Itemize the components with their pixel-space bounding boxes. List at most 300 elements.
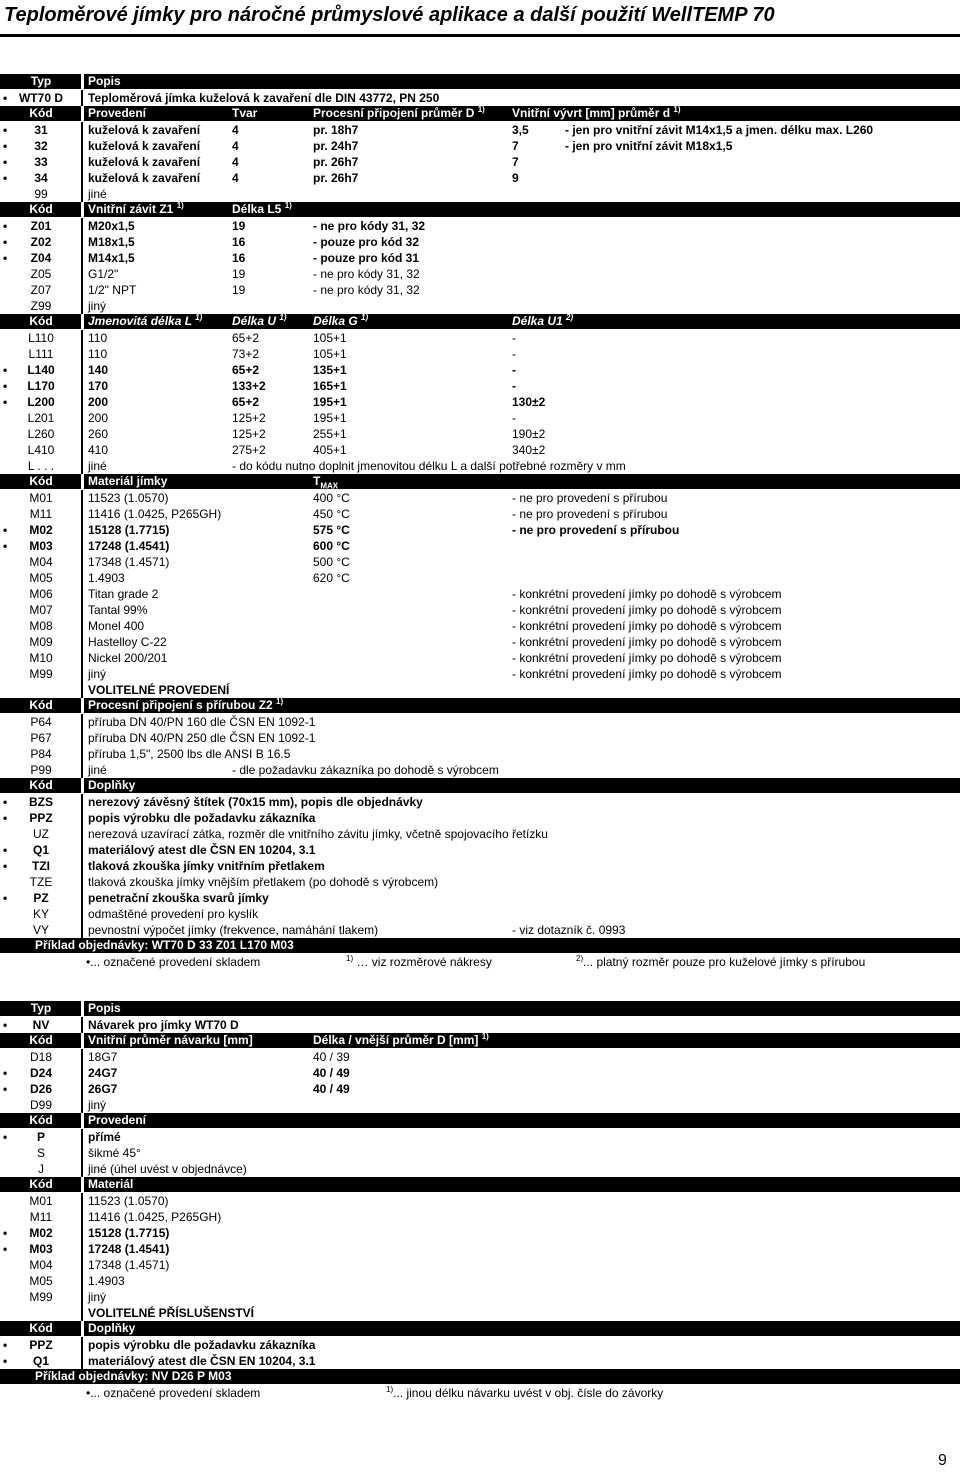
- header-popis: Popis: [88, 74, 121, 88]
- header-vyvrt: Vnitřní vývrt [mm] průměr d $^{1)}$: [512, 105, 681, 120]
- header-zavit: Vnitřní závit Z1 $^{1)}$: [88, 201, 184, 216]
- value-cell-c: - ne pro kódy 31, 32: [313, 267, 420, 281]
- value-cell-a: 110: [88, 347, 108, 361]
- table-row: [0, 282, 960, 298]
- stock-bullet-icon: •: [3, 859, 8, 873]
- code-cell: L200: [27, 395, 55, 409]
- column-divider: [81, 762, 83, 778]
- value-cell-a: 1.4903: [88, 1274, 125, 1288]
- column-divider: [81, 170, 83, 186]
- table-row: [0, 1193, 960, 1209]
- table-row: [0, 922, 960, 938]
- code-cell: L140: [27, 363, 55, 377]
- value-cell-b: 16: [232, 251, 246, 265]
- footnote-stock: •... označené provedení skladem: [86, 1386, 261, 1400]
- value-cell-a: 11523 (1.0570): [88, 1194, 169, 1208]
- stock-bullet-icon: •: [3, 1018, 8, 1032]
- column-divider: [81, 362, 83, 378]
- code-cell: D26: [29, 1082, 52, 1096]
- stock-bullet-icon: •: [3, 811, 8, 825]
- value-cell-a: 170: [88, 379, 109, 393]
- stock-bullet-icon: •: [3, 395, 8, 409]
- stock-bullet-icon: •: [3, 1242, 8, 1256]
- table-row: [0, 538, 960, 554]
- code-cell: TZE: [29, 875, 53, 889]
- column-divider: [81, 538, 83, 554]
- table-row: [0, 154, 960, 170]
- value-cell-a: 17348 (1.4571): [88, 1258, 170, 1272]
- value-cell-b: 450 °C: [313, 507, 350, 521]
- table-row: [0, 810, 960, 826]
- table-row: [0, 858, 960, 874]
- optional-heading: VOLITELNÉ PROVEDENÍ: [88, 683, 230, 697]
- value-cell-d: 3,5: [512, 123, 529, 137]
- order-example-row: [0, 1369, 960, 1384]
- column-divider: [81, 202, 84, 217]
- value-cell-d: -: [512, 411, 516, 425]
- code-cell: M09: [29, 635, 53, 649]
- code-cell: M11: [29, 507, 53, 521]
- value-cell-b: 575 °C: [313, 523, 350, 537]
- stock-bullet-icon: •: [3, 1082, 8, 1096]
- type-code: WT70 D: [18, 91, 63, 105]
- column-divider: [81, 906, 83, 922]
- value-cell-c: 405+1: [313, 443, 347, 457]
- code-cell: M05: [29, 571, 53, 585]
- code-cell: M03: [29, 539, 53, 553]
- header-kod: Kód: [29, 106, 53, 120]
- table-row: [0, 1337, 960, 1353]
- table-row: [0, 890, 960, 906]
- code-cell: M07: [29, 603, 53, 617]
- code-cell: Z05: [30, 267, 52, 281]
- value-cell-a: kuželová k zavaření: [88, 139, 201, 153]
- value-cell-a: jiné: [88, 763, 107, 777]
- column-divider: [81, 682, 83, 698]
- type-description: Teploměrová jímka kuželová k zavaření dle DIN 43772, PN 250: [88, 91, 440, 105]
- column-divider: [81, 506, 83, 522]
- table-row: [0, 218, 960, 234]
- column-divider: [81, 490, 83, 506]
- material-rows: [0, 490, 960, 682]
- column-divider: [81, 1129, 83, 1145]
- column-divider: [81, 1321, 84, 1336]
- table-row: [0, 618, 960, 634]
- value-cell-b: 500 °C: [313, 555, 350, 569]
- value-cell-b: 65+2: [232, 395, 260, 409]
- column-divider: [81, 810, 83, 826]
- nv-doplnky-rows: [0, 1337, 960, 1369]
- table-row: [0, 634, 960, 650]
- value-cell-b: 19: [232, 283, 246, 297]
- value-cell-a: šikmé 45°: [88, 1146, 141, 1160]
- column-divider: [81, 1161, 83, 1177]
- column-divider: [81, 474, 84, 489]
- column-divider: [81, 410, 83, 426]
- column-divider: [81, 618, 83, 634]
- column-divider: [81, 250, 83, 266]
- header-priruba: Procesní připojení s přírubou Z2 $^{1)}$: [88, 697, 284, 712]
- column-divider: [81, 346, 83, 362]
- table-row: [0, 762, 960, 778]
- column-divider: [81, 1001, 84, 1016]
- column-divider: [81, 778, 84, 793]
- table-row: [0, 298, 960, 314]
- table-row: [0, 906, 960, 922]
- header-kod: Kód: [29, 1177, 53, 1191]
- column-divider: [81, 186, 83, 202]
- value-cell-a: materiálový atest dle ČSN EN 10204, 3.1: [88, 843, 316, 857]
- value-cell-c: - viz dotazník č. 0993: [512, 923, 626, 937]
- stock-bullet-icon: •: [3, 91, 8, 105]
- table-row: [0, 1161, 960, 1177]
- column-divider: [81, 1289, 83, 1305]
- value-cell-a: 11416 (1.0425, P265GH): [88, 1210, 222, 1224]
- header-doplnky: Doplňky: [88, 778, 136, 792]
- code-cell: M99: [29, 1290, 53, 1304]
- code-cell: M02: [29, 523, 53, 537]
- value-cell-d: 340±2: [512, 443, 546, 457]
- value-cell-b: 400 °C: [313, 491, 350, 505]
- nv-provedeni-rows: [0, 1129, 960, 1177]
- column-divider: [81, 634, 83, 650]
- value-cell-c: - pouze pro kód 31: [313, 251, 420, 265]
- value-cell-a: penetrační zkouška svarů jímky: [88, 891, 269, 905]
- code-cell: Q1: [32, 1354, 49, 1368]
- page-title: Teploměrové jímky pro náročné průmyslové aplikace a další použití WellTEMP 70: [4, 4, 775, 26]
- header-kod: Kód: [29, 778, 53, 792]
- nv-material-rows: [0, 1193, 960, 1305]
- column-divider: [81, 1113, 84, 1128]
- code-cell: M02: [29, 1226, 53, 1240]
- table-row: [0, 1241, 960, 1257]
- table-row: [0, 458, 960, 474]
- table-row: [0, 426, 960, 442]
- value-cell-a: 15128 (1.7715): [88, 1226, 170, 1240]
- column-divider: [81, 746, 83, 762]
- table-header-row: [0, 74, 960, 89]
- stock-bullet-icon: •: [3, 1226, 8, 1240]
- header-delka-prumer: Délka / vnější průměr D [mm] $^{1)}$: [313, 1032, 489, 1047]
- table-header-row: [0, 778, 960, 793]
- table-row: [0, 1273, 960, 1289]
- code-cell: L201: [27, 411, 55, 425]
- column-divider: [81, 1241, 83, 1257]
- value-cell-d: -: [512, 379, 516, 393]
- column-divider: [81, 426, 83, 442]
- value-cell-a: G1/2": [88, 267, 119, 281]
- column-divider: [81, 826, 83, 842]
- stock-bullet-icon: •: [3, 843, 8, 857]
- optional-heading-row: [0, 1305, 960, 1321]
- table-row: [0, 234, 960, 250]
- code-cell: M01: [29, 491, 53, 505]
- code-cell: PZ: [33, 891, 49, 905]
- value-cell-b: 4: [232, 171, 239, 185]
- table-row: [0, 1289, 960, 1305]
- header-tmax: $T_{MAX}$: [313, 474, 339, 491]
- code-cell: L410: [27, 443, 55, 457]
- value-cell-a: 18G7: [88, 1050, 118, 1064]
- value-cell-a: tlaková zkouška jímky vnitřním přetlakem: [88, 859, 325, 873]
- table-row: [0, 1225, 960, 1241]
- column-divider: [81, 698, 84, 713]
- type-row: [0, 90, 960, 106]
- stock-bullet-icon: •: [3, 523, 8, 537]
- column-divider: [81, 1081, 83, 1097]
- stock-bullet-icon: •: [3, 251, 8, 265]
- code-cell: TZI: [32, 859, 50, 873]
- value-cell-c: - ne pro kódy 31, 32: [313, 283, 420, 297]
- code-cell: L170: [27, 379, 55, 393]
- column-divider: [81, 1145, 83, 1161]
- header-provedeni: Provedení: [88, 106, 147, 120]
- code-cell: L . . .: [27, 459, 55, 473]
- code-cell: 32: [34, 139, 48, 153]
- value-cell-a: 26G7: [88, 1082, 118, 1096]
- value-cell-d: -: [512, 363, 516, 377]
- stock-bullet-icon: •: [3, 155, 8, 169]
- header-typ: Typ: [30, 1001, 52, 1015]
- value-cell-a: popis výrobku dle požadavku zákazníka: [88, 811, 316, 825]
- footnote-1: $^{1)}$ … viz rozměrové nákresy: [346, 954, 492, 969]
- code-cell: P67: [30, 731, 52, 745]
- table-header-row: [0, 1033, 960, 1048]
- value-cell-a: tlaková zkouška jímky vnějším přetlakem (po dohodě s výrobcem): [88, 875, 439, 889]
- value-cell-a: 17248 (1.4541): [88, 1242, 170, 1256]
- code-cell: M99: [29, 667, 53, 681]
- value-cell-a: příruba DN 40/PN 250 dle ČSN EN 1092-1: [88, 731, 316, 745]
- table-row: [0, 330, 960, 346]
- column-divider: [81, 138, 83, 154]
- table-header-row: [0, 202, 960, 217]
- header-provedeni: Provedení: [88, 1113, 147, 1127]
- column-divider: [81, 298, 83, 314]
- column-divider: [81, 554, 83, 570]
- value-cell-a: 200: [88, 411, 109, 425]
- table-row: [0, 842, 960, 858]
- table-row: [0, 362, 960, 378]
- type-code: NV: [32, 1018, 50, 1032]
- stock-bullet-icon: •: [3, 795, 8, 809]
- column-divider: [81, 266, 83, 282]
- table-row: [0, 1065, 960, 1081]
- column-divider: [81, 234, 83, 250]
- stock-bullet-icon: •: [3, 1066, 8, 1080]
- column-divider: [81, 858, 83, 874]
- table-row: [0, 714, 960, 730]
- value-cell-c: 135+1: [313, 363, 347, 377]
- value-cell-a: kuželová k zavaření: [88, 123, 201, 137]
- footnotes-row: [0, 954, 960, 971]
- order-example: Příklad objednávky: NV D26 P M03: [35, 1369, 232, 1383]
- page-number: 9: [938, 1452, 947, 1469]
- column-divider: [81, 1049, 83, 1065]
- value-cell-c: - ne pro provedení s přírubou: [512, 491, 668, 505]
- value-cell-a: Titan grade 2: [88, 587, 159, 601]
- column-divider: [81, 890, 83, 906]
- value-cell-c: pr. 18h7: [313, 123, 359, 137]
- value-cell-c: - konkrétní provedení jímky po dohodě s výrobcem: [512, 667, 782, 681]
- delky-rows: [0, 330, 960, 458]
- table-header-row: [0, 698, 960, 713]
- header-tvar: Tvar: [232, 106, 258, 120]
- column-divider: [81, 106, 84, 121]
- value-cell-c: - konkrétní provedení jímky po dohodě s výrobcem: [512, 619, 782, 633]
- value-cell-a: 410: [88, 443, 109, 457]
- code-cell: VY: [32, 923, 49, 937]
- table-row: [0, 506, 960, 522]
- table-row: [0, 1257, 960, 1273]
- value-cell-b: 19: [232, 219, 246, 233]
- column-divider: [81, 570, 83, 586]
- value-cell-c: 165+1: [313, 379, 347, 393]
- value-cell-b: 65+2: [232, 363, 260, 377]
- table-row: [0, 250, 960, 266]
- value-cell-a: příruba DN 40/PN 160 dle ČSN EN 1092-1: [88, 715, 316, 729]
- table-row: [0, 554, 960, 570]
- header-kod: Kód: [29, 314, 53, 328]
- footnote-stock: •... označené provedení skladem: [86, 955, 261, 969]
- code-cell: L260: [27, 427, 55, 441]
- code-cell: P84: [30, 747, 52, 761]
- footnote-2: $^{2)}$... platný rozměr pouze pro kuželové jímky s přírubou: [576, 954, 866, 969]
- code-cell: Z02: [30, 235, 52, 249]
- header-kod: Kód: [29, 1321, 53, 1335]
- value-cell-a: nerezový závěsný štítek (70x15 mm), popis dle objednávky: [88, 795, 423, 809]
- table-header-row: [0, 1113, 960, 1128]
- value-cell-b: 600 °C: [313, 539, 350, 553]
- column-divider: [81, 730, 83, 746]
- code-cell: M03: [29, 1242, 53, 1256]
- value-cell-b: 620 °C: [313, 571, 350, 585]
- column-divider: [81, 154, 83, 170]
- value-cell-a: 110: [88, 331, 108, 345]
- table-header-row: [0, 474, 960, 489]
- header-typ: Typ: [30, 74, 52, 88]
- table-row: [0, 650, 960, 666]
- stock-bullet-icon: •: [86, 955, 91, 969]
- column-divider: [81, 602, 83, 618]
- value-cell-a: M14x1,5: [88, 251, 135, 265]
- value-cell-a: nerezová uzavírací zátka, rozměr dle vnitřního závitu jímky, včetně spojovacího řetízku: [88, 827, 548, 841]
- header-delka-g: Délka G $^{1)}$: [313, 313, 369, 328]
- footnote-1: $^{1)}$... jinou délku návarku uvést v obj. čísle do závorky: [386, 1385, 664, 1400]
- header-doplnky: Doplňky: [88, 1321, 136, 1335]
- table-row: [0, 586, 960, 602]
- value-cell-a: 17348 (1.4571): [88, 555, 170, 569]
- column-divider: [81, 1353, 83, 1369]
- header-material: Materiál: [88, 1177, 134, 1191]
- value-cell: jiné: [88, 187, 107, 201]
- code-cell: M04: [29, 1258, 53, 1272]
- code-cell: UZ: [33, 827, 49, 841]
- table-row: [0, 1081, 960, 1097]
- value-cell-e: - jen pro vnitřní závit M18x1,5: [565, 139, 733, 153]
- provedeni-rows: [0, 122, 960, 186]
- header-kod: Kód: [29, 1113, 53, 1127]
- value-cell-a: M20x1,5: [88, 219, 135, 233]
- column-divider: [81, 586, 83, 602]
- value-cell-b: 40 / 49: [313, 1066, 350, 1080]
- header-vnitrni-prumer: Vnitřní průměr návarku [mm]: [88, 1033, 253, 1047]
- table-row: [0, 346, 960, 362]
- column-divider: [81, 1177, 84, 1192]
- table-row: [0, 442, 960, 458]
- column-divider: [81, 90, 83, 106]
- code-cell: P: [36, 1130, 45, 1144]
- header-delka-u1: Délka U1 $^{2)}$: [512, 313, 574, 328]
- value-cell-c: pr. 26h7: [313, 155, 359, 169]
- stock-bullet-icon: •: [3, 139, 8, 153]
- value-cell-c: - ne pro provedení s přírubou: [512, 523, 680, 537]
- stock-bullet-icon: •: [3, 171, 8, 185]
- value-cell-a: 11523 (1.0570): [88, 491, 169, 505]
- value-cell-a: Monel 400: [88, 619, 145, 633]
- table-row: [0, 1145, 960, 1161]
- code-cell: Z04: [30, 251, 52, 265]
- code-cell: L111: [28, 347, 54, 361]
- value-cell-a: Nickel 200/201: [88, 651, 168, 665]
- column-divider: [81, 1257, 83, 1273]
- column-divider: [81, 714, 83, 730]
- stock-bullet-icon: •: [3, 891, 8, 905]
- value-cell-c: - konkrétní provedení jímky po dohodě s výrobcem: [512, 651, 782, 665]
- code-cell: PPZ: [29, 1338, 53, 1352]
- table-row: [0, 570, 960, 586]
- value-cell-c: - ne pro provedení s přírubou: [512, 507, 668, 521]
- code-cell: M10: [29, 651, 53, 665]
- value-cell-e: - jen pro vnitřní závit M14x1,5 a jmen. délku max. L260: [565, 123, 874, 137]
- column-divider: [81, 922, 83, 938]
- column-divider: [81, 522, 83, 538]
- column-divider: [81, 1225, 83, 1241]
- doplnky-rows: [0, 794, 960, 938]
- header-kod: Kód: [29, 1033, 53, 1047]
- code-cell: D18: [29, 1050, 52, 1064]
- stock-bullet-icon: •: [3, 123, 8, 137]
- table-row: [0, 874, 960, 890]
- code-cell: L110: [28, 331, 54, 345]
- value-cell-b: 4: [232, 139, 239, 153]
- code-cell: 33: [34, 155, 48, 169]
- code-cell: M11: [29, 1210, 53, 1224]
- table-row: [0, 730, 960, 746]
- value-cell-c: 255+1: [313, 427, 347, 441]
- code-cell: D99: [29, 1098, 52, 1112]
- column-divider: [81, 1097, 83, 1113]
- code-cell: M01: [29, 1194, 53, 1208]
- code-cell: P64: [30, 715, 52, 729]
- table-row: [0, 1353, 960, 1369]
- value-cell-d: -: [512, 347, 516, 361]
- table-row: [0, 266, 960, 282]
- table-header-row: [0, 1001, 960, 1016]
- value-cell-b: 16: [232, 235, 246, 249]
- table-row: [0, 794, 960, 810]
- code-cell: 31: [34, 123, 48, 137]
- value-cell-b: 19: [232, 267, 246, 281]
- navarek-rows: [0, 1049, 960, 1113]
- column-divider: [81, 1305, 83, 1321]
- value-cell-b: 40 / 49: [313, 1082, 350, 1096]
- code-cell: D24: [29, 1066, 52, 1080]
- column-divider: [81, 314, 84, 329]
- stock-bullet-icon: •: [3, 379, 8, 393]
- table-row: [0, 1129, 960, 1145]
- table-row: [0, 186, 960, 202]
- value-cell-d: -: [512, 331, 516, 345]
